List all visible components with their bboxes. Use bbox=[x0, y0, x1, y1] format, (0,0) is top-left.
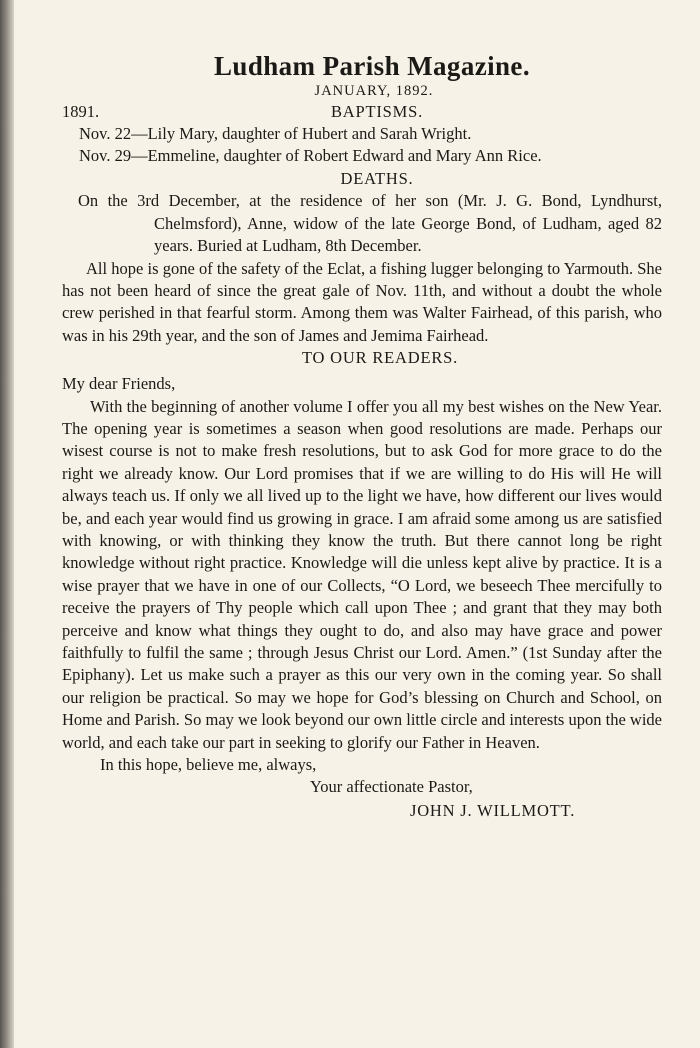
page-content bbox=[62, 50, 662, 823]
record-year: 1891. bbox=[62, 102, 100, 121]
letter-farewell: Your affectionate Pastor, bbox=[310, 777, 473, 797]
magazine-title: Ludham Parish Magazine. bbox=[214, 51, 530, 81]
magazine-page bbox=[14, 0, 700, 1048]
letter-closing: In this hope, believe me, always, bbox=[100, 755, 317, 775]
deaths-heading: DEATHS. bbox=[340, 169, 414, 188]
baptisms-heading: BAPTISMS. bbox=[330, 102, 424, 121]
loss-notice: All hope is gone of the safety of the Eclat, a fishing lugger belonging to Yarmouth. She has not been heard of since the great gale of Nov. 11th, and without a doubt the whole crew perished in that fearful storm. Among them was Walter Fairhead, of this parish, who was in his 29th year, and the son of James and Jemima Fairhead. bbox=[62, 258, 662, 345]
baptism-entry: Nov. 29—Emmeline, daughter of Robert Edward and Mary Ann Rice. bbox=[79, 146, 542, 165]
readers-heading: TO OUR READERS. bbox=[301, 348, 459, 368]
issue-date: JANUARY, 1892. bbox=[314, 83, 434, 99]
death-entry: On the 3rd December, at the residence of her son (Mr. J. G. Bond, Lyndhurst, Chelmsford), Anne, widow of the late George Bond, of Ludham, aged 82 years. Buried at Ludham, 8th December. bbox=[78, 191, 662, 255]
baptism-entry: Nov. 22—Lily Mary, daughter of Hubert and Sarah Wright. bbox=[79, 124, 472, 143]
letter-body: With the beginning of another volume I offer you all my best wishes on the New Year. The opening year is sometimes a season when good resolutions are made. Perhaps our wisest course is not to make fresh resolutions, but to ask God for more grace to do the right we already know. Our Lord promises that if we are willing to do His will He will always teach us. If only we all lived up to the light we have, how different our lives would be, and each year would find us growing in grace. I am afraid some among us are satisfied with knowing, or with thinking they know the truth. But there cannot long be right knowledge without right practice. Knowledge will die unless kept alive by practice. It is a wise prayer that we have in one of our Collects, “O Lord, we beseech Thee mercifully to receive the prayers of Thy people which call upon Thee ; and grant that they may both perceive and know what things they ought to do, and also may have grace and power faithfully to fulfil the same ; through Jesus Christ our Lord. Amen.” (1st Sunday after the Epiphany). Let us make such a prayer as this our very own in the coming year. So shall our religion be practical. So may we hope for God’s blessing on Church and School, on Home and Parish. So may we look beyond our own little circle and interests upon the wide world, and each take our part in seeking to glorify our Father in Heaven. bbox=[62, 396, 662, 752]
baptisms-header bbox=[62, 101, 662, 123]
pastor-signature: JOHN J. WILLMOTT. bbox=[410, 800, 576, 820]
letter-salutation: My dear Friends, bbox=[62, 374, 176, 394]
page-binding-edge bbox=[0, 0, 14, 1048]
